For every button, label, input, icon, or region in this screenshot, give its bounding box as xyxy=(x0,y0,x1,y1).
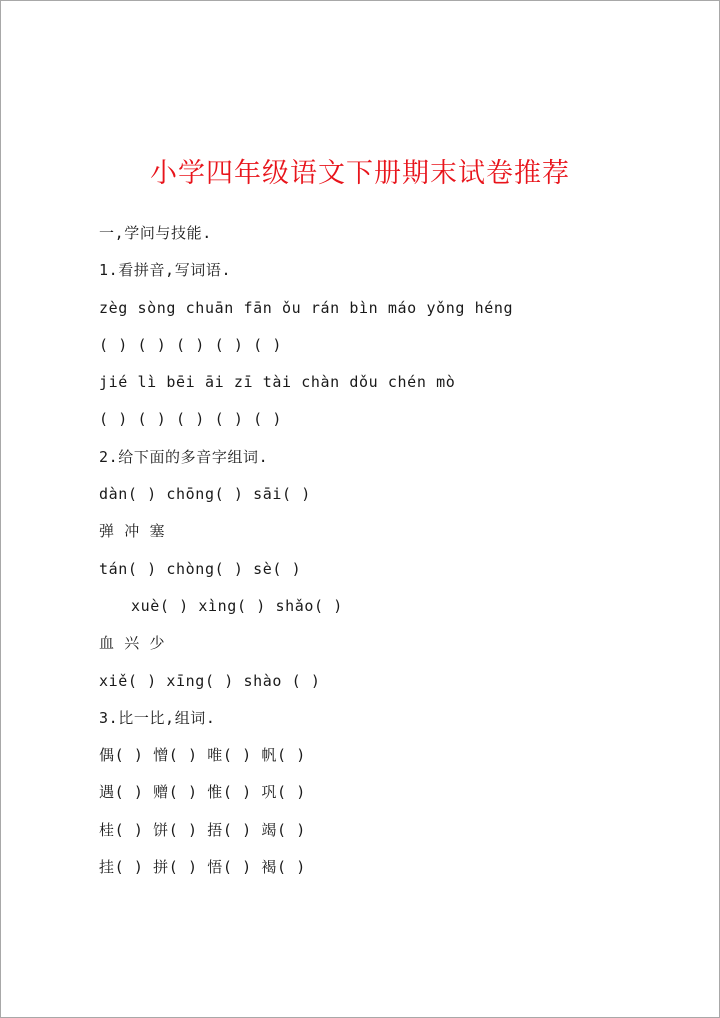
question-heading: 3.比一比,组词. xyxy=(99,708,216,727)
answer-blanks-line: ( ) ( ) ( ) ( ) ( ) xyxy=(99,410,282,429)
pinyin-blanks-line: xuè( ) xìng( ) shǎo( ) xyxy=(131,596,343,615)
pinyin-blanks-line: dàn( ) chōng( ) sāi( ) xyxy=(99,485,311,504)
section-heading: 一,学问与技能. xyxy=(99,224,212,242)
pinyin-blanks-line: xiě( ) xīng( ) shào ( ) xyxy=(99,671,321,690)
compare-words-line: 遇( ) 赠( ) 惟( ) 巩( ) xyxy=(99,783,306,802)
compare-words-line: 偶( ) 憎( ) 唯( ) 帆( ) xyxy=(99,746,306,765)
document-body xyxy=(99,219,699,890)
document-title: 小学四年级语文下册期末试卷推荐 xyxy=(150,158,570,189)
question-heading: 1.看拼音,写词语. xyxy=(99,261,232,280)
answer-blanks-line: ( ) ( ) ( ) ( ) ( ) xyxy=(99,335,282,354)
polyphone-characters-line: 血 兴 少 xyxy=(99,634,166,653)
compare-words-line: 挂( ) 拼( ) 悟( ) 褐( ) xyxy=(99,858,306,877)
polyphone-characters-line: 弹 冲 塞 xyxy=(99,522,166,541)
pinyin-line: jié lì bēi āi zī tài chàn dǒu chén mò xyxy=(99,373,456,392)
question-heading: 2.给下面的多音字组词. xyxy=(99,447,269,466)
pinyin-blanks-line: tán( ) chòng( ) sè( ) xyxy=(99,559,302,578)
compare-words-line: 桂( ) 饼( ) 捂( ) 竭( ) xyxy=(99,820,306,839)
pinyin-line: zèg sòng chuān fān ǒu rán bìn máo yǒng héng xyxy=(99,298,514,317)
